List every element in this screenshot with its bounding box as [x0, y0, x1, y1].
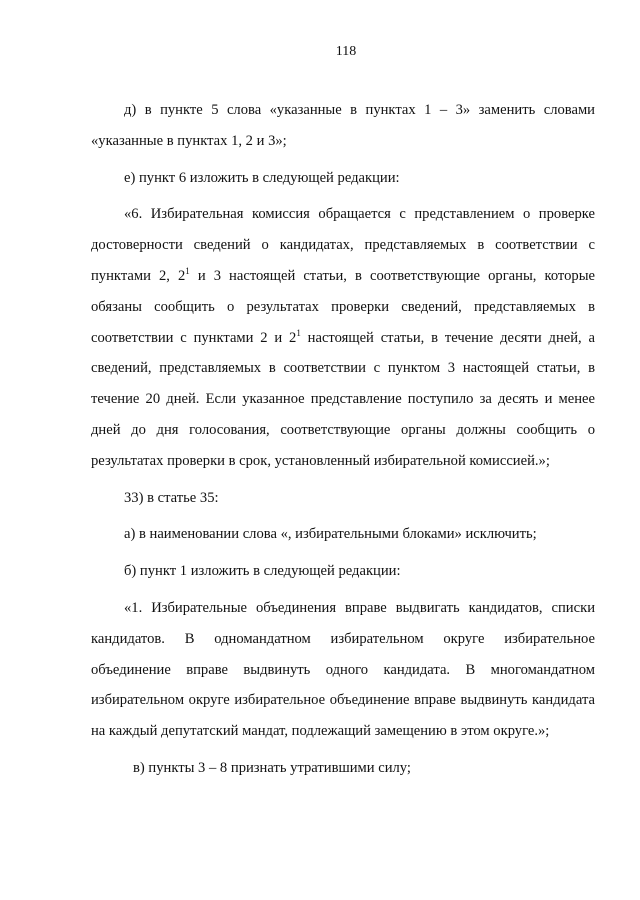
page-number: 118 — [335, 44, 357, 59]
paragraph-b: б) пункт 1 изложить в следующей редакции: — [124, 563, 401, 580]
item-6-text-part-3: настоящей статьи, в течение десяти дней, а сведений, представляемых в соответствии с пунктом 3 настоящей статьи, в течение 20 дней. Если указанное представление поступило за десять и менее дней до дня голосования, соответствующие органы должны сообщить о результатах проверки в срок, установленный избирательной комиссией.»; — [91, 329, 595, 469]
superscript-2: 1 — [296, 327, 301, 338]
paragraph-item-1-text: «1. Избирательные объединения вправе выдвигать кандидатов, списки кандидатов. В одномандатном избирательном округе избирательное объединение вправе выдвинуть одного кандидата. В многомандатном избирательном округе избирательное объединение вправе выдвинуть кандидата на каждый депутатский мандат, подлежащий замещению в этом округе.»; — [91, 599, 595, 740]
superscript-1: 1 — [185, 265, 190, 276]
paragraph-item-6-text — [91, 199, 595, 476]
paragraph-33: 33) в статье 35: — [124, 489, 219, 506]
item-6-text-part-1: «6. Избирательная комиссия обращается с представлением о проверке достоверности сведений о кандидатах, представляемых в соответствии с пунктами 2, 2 — [91, 206, 595, 284]
paragraph-e: е) пункт 6 изложить в следующей редакции: — [124, 169, 400, 186]
document-body — [91, 95, 595, 784]
item-6-text-part-2: и 3 настоящей статьи, в соответствующие органы, которые обязаны сообщить о результатах проверки сведений, представляемых в соответствии с пунктами 2 и 2 — [91, 267, 595, 346]
paragraph-d: д) в пункте 5 слова «указанные в пунктах 1 – 3» заменить словами «указанные в пунктах 1, 2 и 3»; — [91, 102, 595, 149]
paragraph-a: а) в наименовании слова «, избирательными блоками» исключить; — [124, 526, 537, 543]
paragraph-v: в) пункты 3 – 8 признать утратившими силу; — [133, 759, 411, 776]
